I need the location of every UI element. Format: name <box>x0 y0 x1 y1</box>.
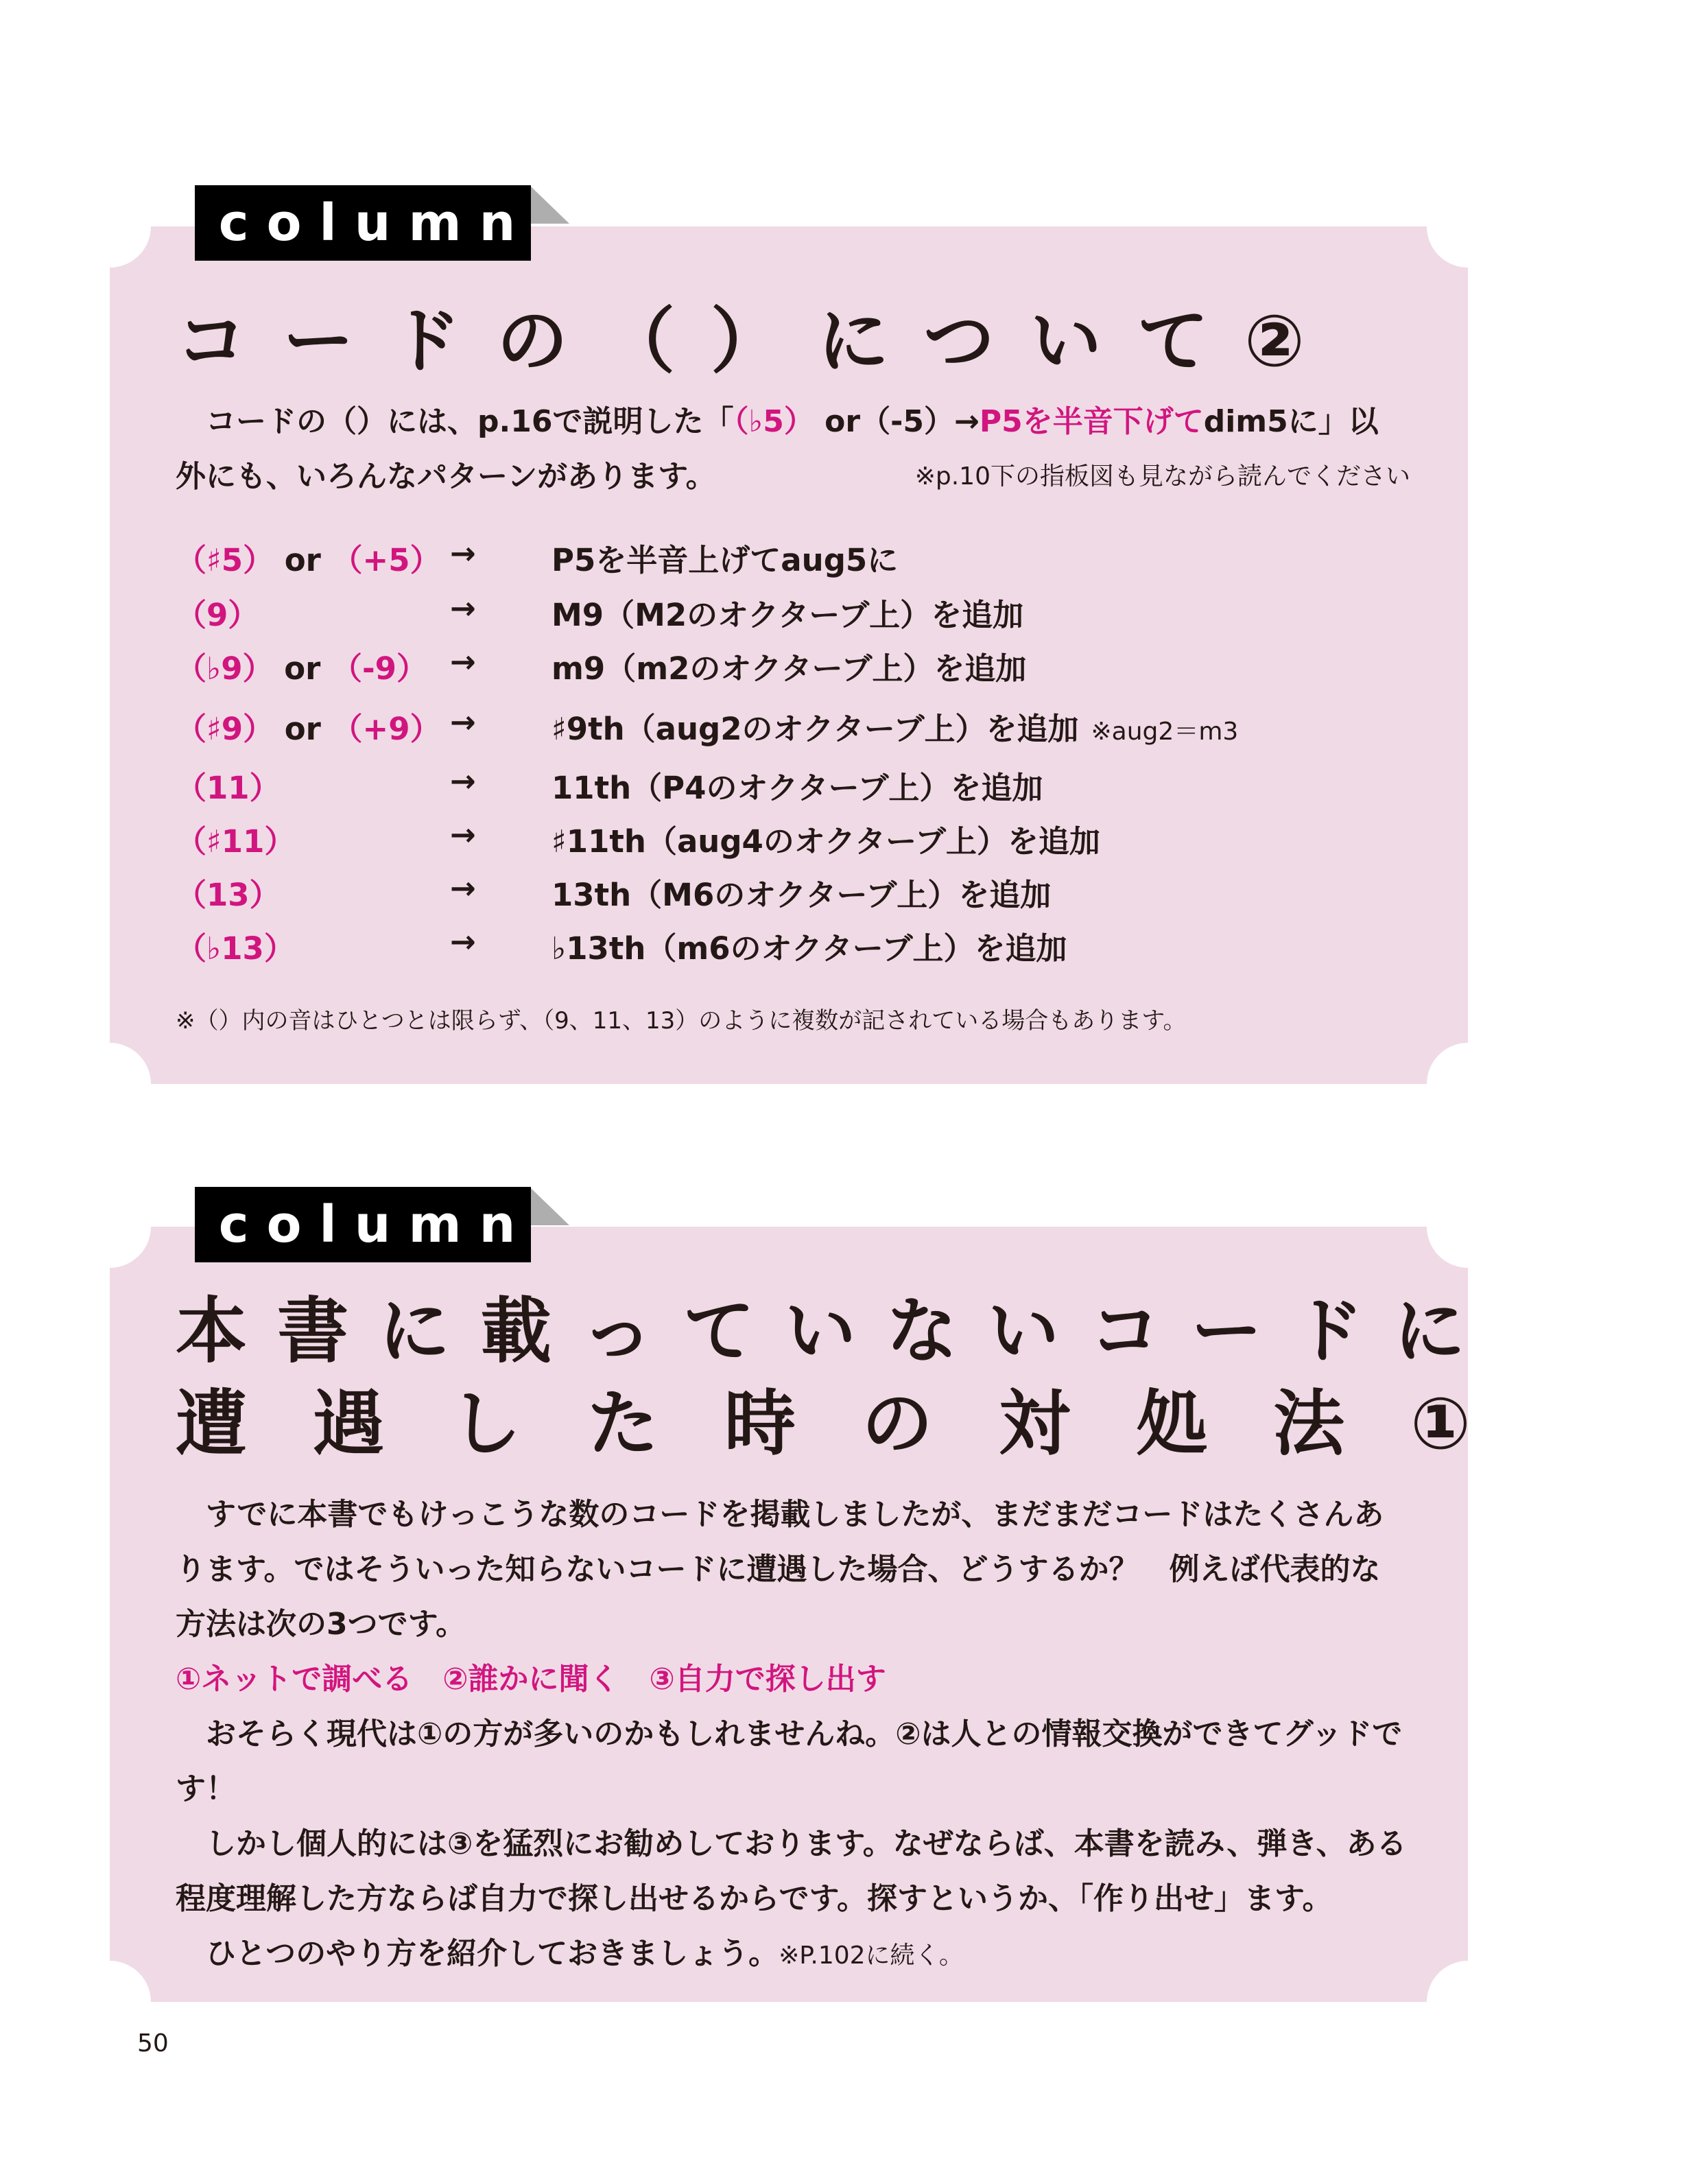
footnote: ※（）内の音はひとつとは限らず、（9、11、13）のように複数が記されている場合もあります。 <box>176 1007 1187 1035</box>
chord-symbol: （♯9） <box>176 711 274 747</box>
intro-highlight-p5: P5を半音下げて <box>979 404 1204 439</box>
arrow-icon: → <box>450 870 476 906</box>
chord-description: ♯9th（aug2のオクターブ上）を追加 <box>551 711 1079 747</box>
chord-symbol: （11） <box>176 770 281 806</box>
arrow-icon: → <box>450 535 476 571</box>
chord-description: ♯11th（aug4のオクターブ上）を追加 <box>551 823 1100 860</box>
chord-symbol: （♭13） <box>176 930 295 967</box>
chord-description: M9（M2のオクターブ上）を追加 <box>551 597 1024 633</box>
body-paragraph-1 <box>176 1487 1410 1652</box>
column-title: コードの（）について② <box>176 299 1340 383</box>
intro-text-dim5: dim5に」以 <box>1203 404 1379 439</box>
intro-text-or: or（-5）→ <box>814 404 980 439</box>
chord-or: or <box>273 650 331 687</box>
chord-description: ♭13th（m6のオクターブ上）を追加 <box>551 930 1067 967</box>
body-paragraph-3 <box>176 1817 1410 1926</box>
body-text-2: おそらく現代は①の方が多いのかもしれませんね。②は人との情報交換ができてグッドです！ <box>176 1717 1403 1806</box>
body-text-4: ひとつのやり方を紹介しておきましょう。 <box>206 1936 779 1971</box>
chord-symbol: （♯11） <box>176 823 296 860</box>
column-title-line-2: 遭遇した時の対処法① <box>176 1382 1537 1465</box>
chord-symbol-alt: （+9） <box>331 711 441 747</box>
arrow-icon: → <box>450 763 476 799</box>
chord-symbol-alt: （+5） <box>331 542 441 578</box>
column-tab-label: column <box>218 193 534 252</box>
chord-symbol: （13） <box>176 877 281 913</box>
column-tab-1 <box>110 185 576 265</box>
chord-description: 13th（M6のオクターブ上）を追加 <box>551 877 1052 913</box>
chord-description: P5を半音上げてaug5に <box>551 542 899 578</box>
arrow-icon: → <box>450 590 476 626</box>
chord-symbol: （9） <box>176 597 259 633</box>
intro-text-2: 外にも、いろんなパターンがあります。 <box>176 459 716 494</box>
intro-note: ※p.10下の指板図も見ながら読んでください <box>914 462 1410 491</box>
chord-description: 11th（P4のオクターブ上）を追加 <box>551 770 1043 806</box>
intro-highlight-flat5: （♭5） <box>733 404 814 439</box>
chord-description: m9（m2のオクターブ上）を追加 <box>551 650 1027 687</box>
chord-note: ※aug2＝m3 <box>1091 718 1239 746</box>
intro-paragraph <box>176 394 1410 504</box>
column-panel-2 <box>110 1227 1537 2002</box>
column-panel-1 <box>110 226 1468 1084</box>
arrow-icon: → <box>450 816 476 853</box>
body-text-3: しかし個人的には③を猛烈にお勧めしております。なぜならば、本書を読み、弾き、ある程度理解した方ならば自力で探し出せるからです。探すというか、「作り出せ」ます。 <box>176 1826 1407 1916</box>
arrow-icon: → <box>450 923 476 960</box>
arrow-icon: → <box>450 644 476 680</box>
page-number: 50 <box>137 2029 169 2057</box>
body-text-1: すでに本書でもけっこうな数のコードを掲載しましたが、まだまだコードはたくさんあります。ではそういった知らないコードに遭遇した場合、どうするか？ 例えば代表的な方法は次の3つです。 <box>176 1497 1384 1642</box>
body-paragraph-4 <box>176 1926 1410 1983</box>
chord-symbol: （♯5） <box>176 542 274 578</box>
column-tab-label: column <box>218 1195 534 1254</box>
column-tab-2 <box>110 1187 576 1266</box>
continued-note: ※P.102に続く。 <box>779 1942 964 1970</box>
chord-symbol: （♭9） <box>176 650 274 687</box>
chord-or: or <box>274 711 332 747</box>
chord-or: or <box>274 542 332 578</box>
intro-text: コードの（）には、p.16で説明した「 <box>206 404 734 439</box>
arrow-icon: → <box>450 704 476 740</box>
column-title-line-1: 本書に載っていないコードに <box>176 1289 1496 1373</box>
body-paragraph-2 <box>176 1707 1410 1817</box>
chord-symbol-alt: （-9） <box>331 650 427 687</box>
methods-list: ①ネットで調べる ②誰かに聞く ③自力で探し出す <box>176 1662 886 1697</box>
